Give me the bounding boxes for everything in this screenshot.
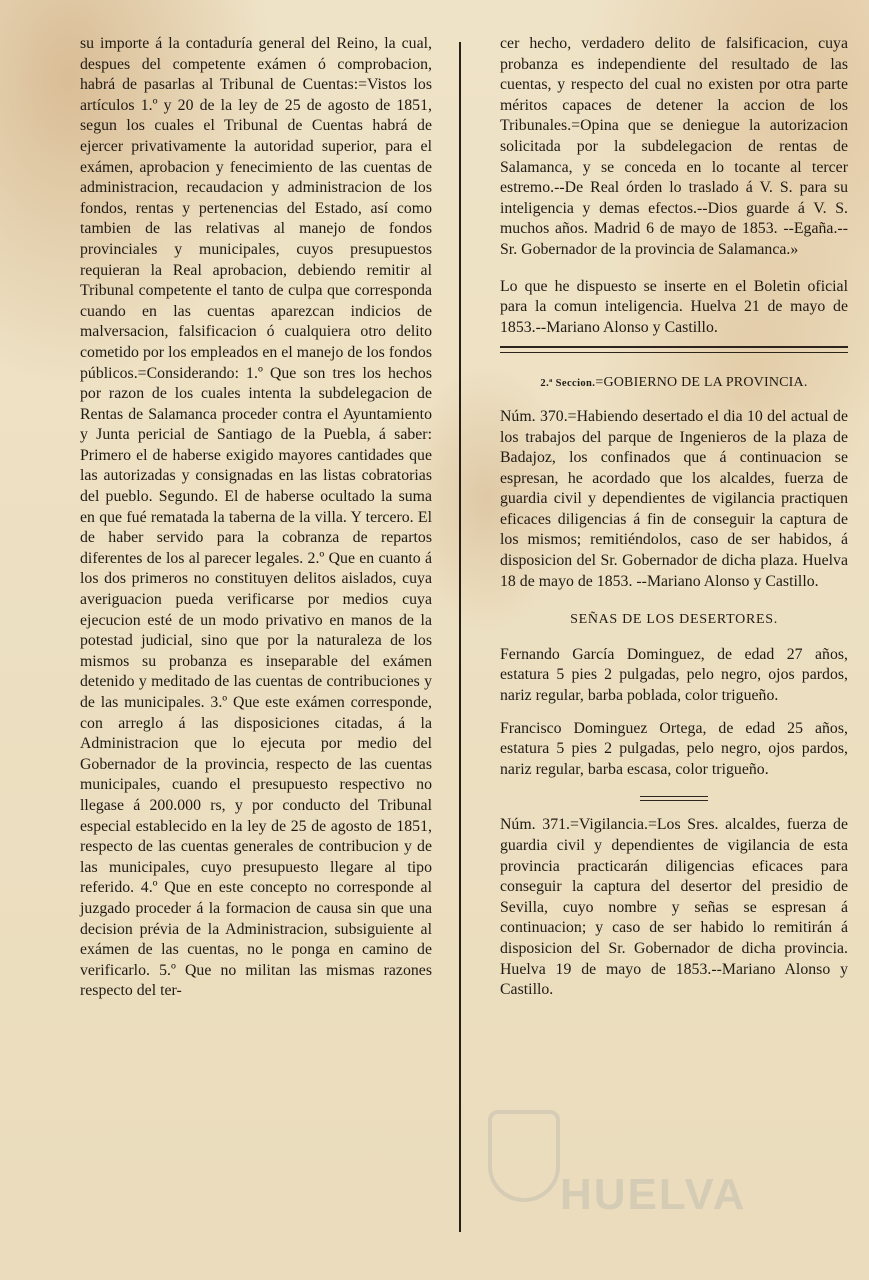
section-title: GOBIERNO DE LA PROVINCIA.	[603, 375, 808, 391]
watermark-text: HUELVA	[560, 1170, 747, 1219]
left-column-paragraph: su importe á la contaduría general del Reino, la cual, despues del competente exámen ó comprobacion, habrá de pasarlas al Tribunal de Cuentas:=Vistos los artículos 1.º y 20 de la ley de 25 de agosto de 1851, segun los cuales el Tribunal de Cuentas habrá de ejercer privativamente la autoridad superior, para el exámen, aprobacion y fenecimiento de las cuentas de administracion, recaudacion y administracion de los fondos, rentas y pertenencias del Estado, así como tambien de las relativas al manejo de fondos provinciales y municipales, cuyos presupuestos requieran la Real aprobacion, debiendo remitir al Tribunal competente el tanto de culpa que corresponda cuando en las cuentas aparezcan indicios de malversacion, falsificacion ó cualquiera otro delito cometido por los empleados en el manejo de los fondos públicos.=Considerando: 1.º Que son tres los hechos por razon de los cuales intenta la subdelegacion de Rentas de Salamanca proceder contra el Ayuntamiento y Junta pericial de Santiago de la Puebla, á saber: Primero el de haberse exigido mayores cantidades que las autorizadas y consignadas en las listas cobratorias del pueblo. Segundo. El de haberse ocultado la suma en que fué rematada la taberna de la villa. Y tercero. El de haber servido para la cobranza de repartos diferentes de los al parecer legales. 2.º Que en cuanto á los dos primeros no constituyen delitos aislados, cuya averiguacion pueda verificarse por medios cuya ejecucion esté de un modo privativo en manos de la potestad judicial, sino que por la naturaleza de los mismos su probanza es inseparable del exámen detenido y meditado de las cuentas de contribuciones y de las municipales. 3.º Que este exámen corresponde, con arreglo á las disposiciones citadas, á la Administracion que lo ejecuta por medio del Gobernador de la provincia, respecto de las cuentas municipales, cuando el presupuesto respectivo no llegase á 200.000 rs, y por conducto del Tribunal especial establecido en la ley de 25 de agosto de 1851, respecto de las cuentas generales de contribucion y de las municipales, cuyo presupuesto llegare al tipo referido. 4.º Que en este concepto no corresponde al juzgado proceder á la formacion de causa sin que una decision prévia de la Administracion, subsiguiente al exámen de las cuentas, no le ponga en camino de verificarlo. 5.º Que no militan las mismas razones respecto del ter-	[80, 35, 432, 1000]
notice-371: Núm. 371.=Vigilancia.=Los Sres. alcaldes, fuerza de guardia civil y dependientes de vigilancia de esta provincia practicarán diligencias eficaces para conseguir la captura del desertor del presidio de Sevilla, cuyo nombre y señas se espresan á continuacion; y caso de ser habido lo remitirán á disposicion del Sr. Gobernador de dicha provincia. Huelva 19 de mayo de 1853.--Mariano Alonso y Castillo.	[500, 816, 848, 999]
right-column-continuation: cer hecho, verdadero delito de falsificacion, cuya probanza es independiente del resultado de las cuentas, y respecto del cual no existen por otra parte méritos capaces de detener la accion de los Tribunales.=Opina que se deniegue la autorizacion solicitada por la subdelegacion de rentas de Salamanca, y se conceda en lo tocante al tercer estremo.--De Real órden lo traslado á V. S. para su inteligencia y demas efectos.--Dios guarde á V. S. muchos años. Madrid 6 de mayo de 1853. --Egaña.--Sr. Gobernador de la provincia de Salamanca.»	[500, 35, 848, 258]
column-divider-rule	[459, 42, 461, 1232]
section-heading	[500, 373, 848, 395]
right-column-closing-paragraph: Lo que he dispuesto se inserte en el Boletin oficial para la comun inteligencia. Huelva 21 de mayo de 1853.--Mariano Alonso y Castillo.	[500, 277, 848, 336]
left-text-column	[80, 34, 432, 1002]
section-number-label: 2.ª Seccion.	[540, 378, 596, 390]
watermark-logo	[488, 1098, 836, 1256]
deserters-heading: SEÑAS DE LOS DESERTORES.	[570, 612, 778, 628]
notice-separator	[640, 796, 708, 801]
right-text-column	[500, 34, 848, 1001]
shield-icon	[488, 1110, 560, 1202]
deserter-entry: Francisco Dominguez Ortega, de edad 25 años, estatura 5 pies 2 pulgadas, pelo negro, ojos pardos, nariz regular, barba escasa, color trigueño.	[500, 719, 848, 778]
section-double-rule	[500, 346, 848, 353]
section-separator: =	[595, 375, 604, 391]
notice-370: Núm. 370.=Habiendo desertado el dia 10 del actual de los trabajos del parque de Ingenieros de la plaza de Badajoz, los confinados que á continuacion se espresan, he acordado que los alcaldes, fuerza de guardia civil y dependientes de vigilancia practiquen eficaces diligencias á fin de conseguir la captura de los mismos; remitiéndolos, caso de ser habidos, á disposicion del Sr. Gobernador de dicha plaza. Huelva 18 de mayo de 1853. --Mariano Alonso y Castillo.	[500, 407, 848, 590]
deserter-entry: Fernando García Dominguez, de edad 27 años, estatura 5 pies 2 pulgadas, pelo negro, ojos pardos, nariz regular, barba poblada, color trigueño.	[500, 645, 848, 705]
